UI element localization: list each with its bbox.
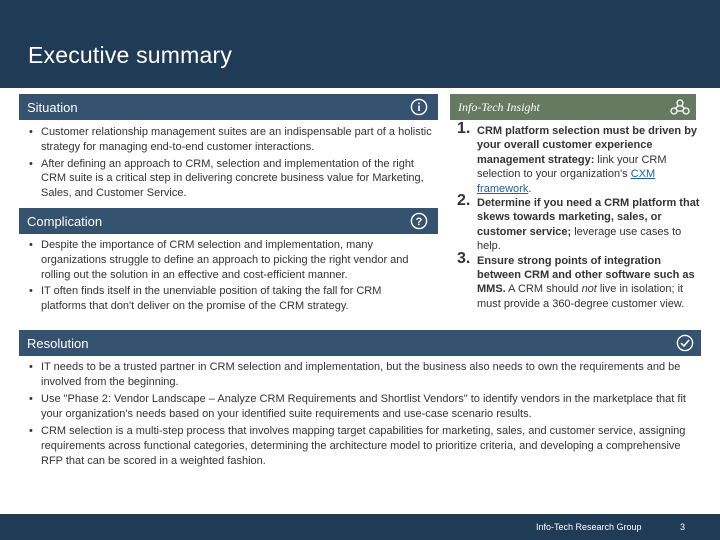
insight-list <box>455 120 705 311</box>
insight-item-3 <box>455 249 705 312</box>
resolution-list <box>26 360 696 471</box>
situation-header <box>19 94 438 120</box>
insight-header <box>450 94 696 120</box>
list-item: • After defining an approach to CRM, selection and implementation of the right CRM suite is a critical step in delivering concrete business value for Marketing, Sales, and Customer Service. <box>26 157 436 201</box>
footer-company: Info-Tech Research Group <box>536 522 642 532</box>
list-item: • IT needs to be a trusted partner in CRM selection and implementation, but the business also needs to own the requirements and be involved from the beginning. <box>26 360 696 390</box>
info-icon <box>410 98 428 116</box>
svg-text:?: ? <box>415 216 423 228</box>
situation-heading: Situation <box>27 100 78 115</box>
insight-text-end: . <box>528 182 532 195</box>
insight-text: link your CRM selection to your organization's <box>477 153 667 181</box>
list-item: • Customer relationship management suites are an indispensable part of a holistic strategy for managing end-to-end customer interactions. <box>26 125 436 155</box>
list-item: • Use "Phase 2: Vendor Landscape – Analyze CRM Requirements and Shortlist Vendors" to identify vendors in the marketplace that fit your organization's needs based on your identified suite requirements and use-case scenario results. <box>26 392 696 422</box>
insight-number: 1. <box>457 120 471 137</box>
complication-header <box>19 208 438 234</box>
insight-text: leverage use cases to help. <box>477 225 682 253</box>
list-item: • IT often finds itself in the unenviable position of taking the fall for CRM platforms that don't deliver on the promise of the CRM strategy. <box>26 284 426 314</box>
title-bar <box>0 0 720 88</box>
page-title: Executive summary <box>28 42 233 68</box>
network-icon <box>670 98 690 116</box>
question-icon <box>410 212 428 230</box>
situation-list <box>26 125 436 203</box>
footer <box>0 514 720 540</box>
page-number: 3 <box>680 522 686 532</box>
insight-italic: not <box>581 283 597 296</box>
insight-text-end: live in isolation; it must provide a 360-degree customer view. <box>477 283 685 310</box>
checkmark-icon <box>676 334 694 352</box>
complication-heading: Complication <box>27 214 103 229</box>
insight-number: 2. <box>457 192 471 210</box>
list-item: • Despite the importance of CRM selection and implementation, many organizations struggle to define an approach to picking the right vendor and rolling out the solution in an effective and cost-efficient manner. <box>26 238 426 282</box>
insight-bold: Ensure strong points of integration between CRM and other software such as MMS. <box>477 254 695 296</box>
insight-heading: Info-Tech Insight <box>458 100 540 114</box>
list-item: • CRM selection is a multi-step process that involves mapping target capabilities for marketing, sales, and customer service, assigning requirements across functional categories, determining the architecture model to prioritize criteria, and developing a comprehensive RFP that can be scored in a weighted fashion. <box>26 424 696 469</box>
resolution-heading: Resolution <box>27 336 89 351</box>
cxm-framework-link[interactable]: CXM framework <box>477 168 656 195</box>
complication-list <box>26 238 426 316</box>
resolution-header <box>19 330 701 356</box>
insight-number: 3. <box>457 249 471 267</box>
insight-item-1 <box>455 120 705 196</box>
insight-item-2 <box>455 192 705 254</box>
insight-bold: CRM platform selection must be driven by your overall customer experience management strategy: <box>477 125 698 166</box>
insight-bold: Determine if you need a CRM platform that skews towards marketing, sales, or customer service; <box>477 197 700 238</box>
insight-text: A CRM should <box>505 283 582 296</box>
